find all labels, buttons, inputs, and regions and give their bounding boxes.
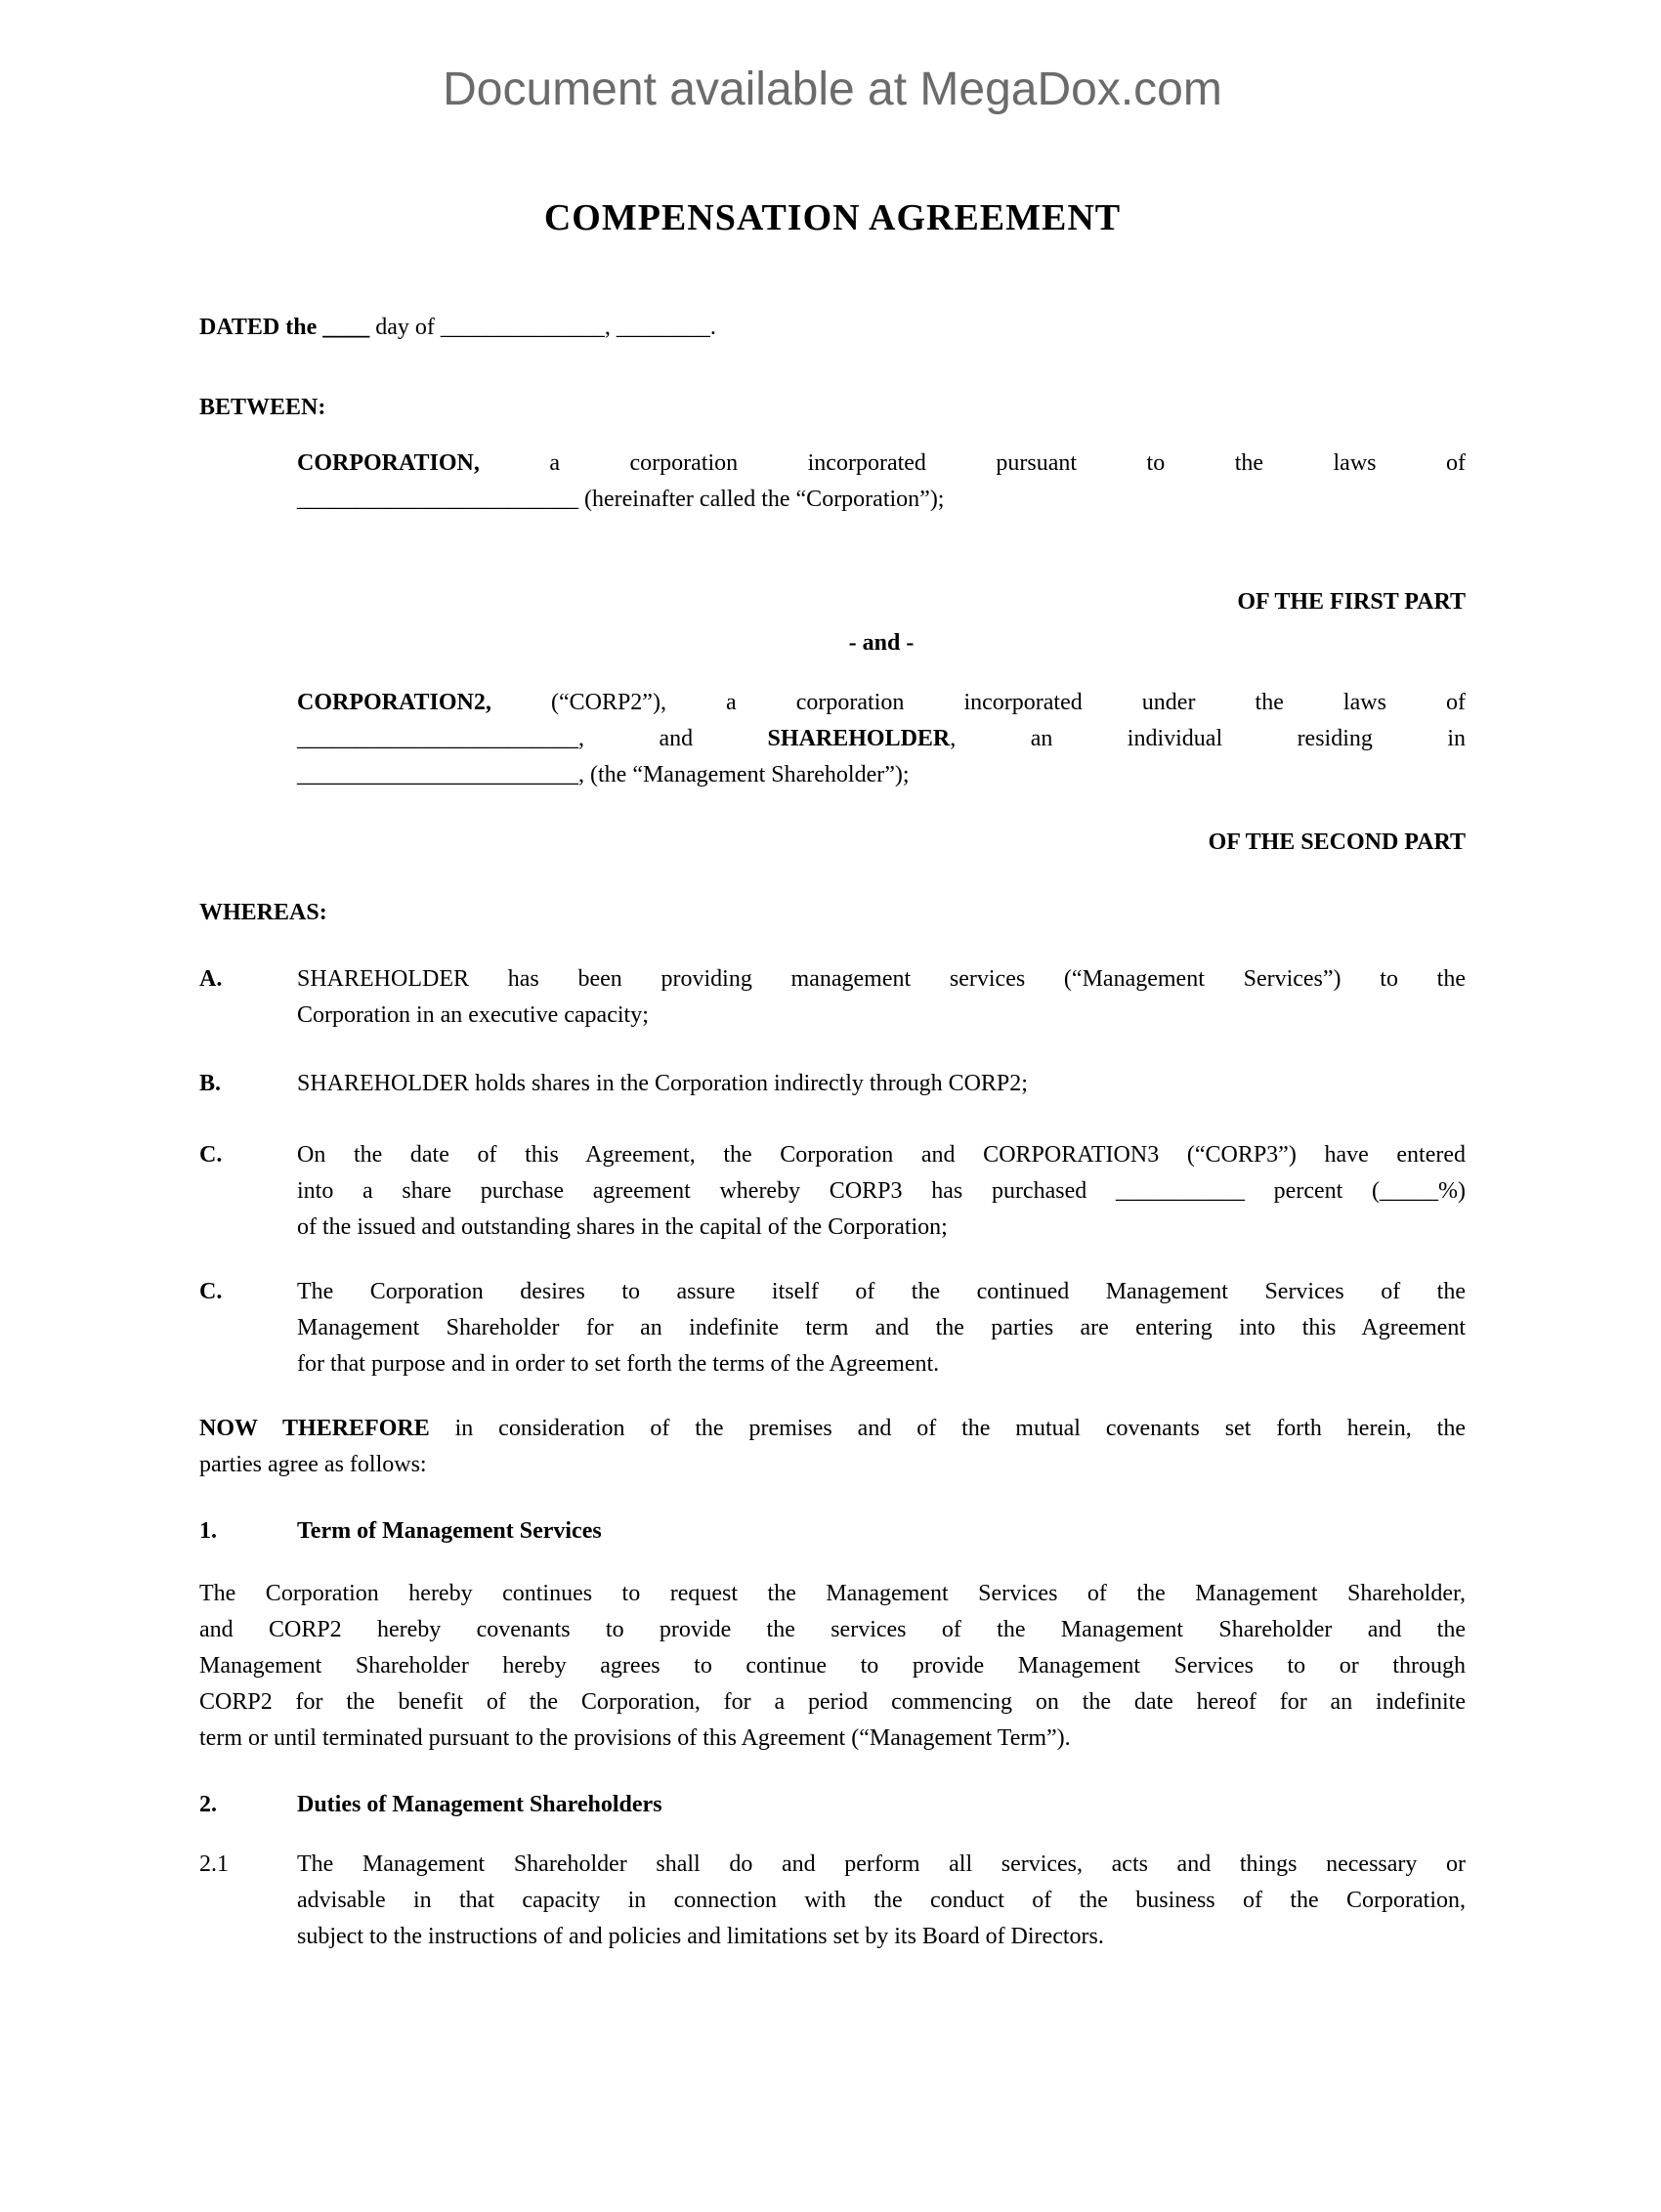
clause-2-1-line-2: advisable in that capacity in connection with the conduct of the business of the Corporation, [297,1887,1466,1913]
recital-b-line-1: SHAREHOLDER holds shares in the Corporation indirectly through CORP2; [297,1070,1028,1096]
now-therefore-line-1 [199,1411,1466,1447]
recital-c2-line-2: Management Shareholder for an indefinite term and the parties are entering into this Agreement [297,1314,1466,1340]
recital-c2-line-3: for that purpose and in order to set forth the terms of the Agreement. [297,1350,940,1377]
now-therefore-text: in consideration of the premises and of the mutual covenants set forth herein, the [429,1415,1466,1441]
dated-line [199,310,1466,346]
recital-a-text [297,961,1466,1034]
recital-a-line-1: SHAREHOLDER has been providing management services (“Management Services”) to the [297,965,1466,992]
section-1-body-line-3: Management Shareholder hereby agrees to continue to provide Management Services to or through [199,1652,1466,1679]
party1-paragraph [297,446,1466,518]
section-1-heading-row [199,1513,1466,1550]
section-1-body-line-2: and CORP2 hereby covenants to provide the services of the Management Shareholder and the [199,1616,1466,1642]
first-part-label: OF THE FIRST PART [1237,588,1466,615]
recital-c1-text [297,1137,1466,1246]
recital-c2-letter: C. [199,1278,223,1304]
recital-c2-text [297,1274,1466,1382]
recital-c1 [199,1137,1466,1246]
clause-2-1 [199,1847,1466,1955]
section-1-body-line-4: CORP2 for the benefit of the Corporation, for a period commencing on the date hereof for an indefinite [199,1688,1466,1715]
clause-2-1-line-1: The Management Shareholder shall do and perform all services, acts and things necessary or [297,1850,1466,1877]
dated-label: DATED the ____ [199,314,370,340]
party2-paragraph [297,685,1466,793]
recital-c1-line-3: of the issued and outstanding shares in the capital of the Corporation; [297,1213,948,1240]
document-page [0,63,1661,2212]
party1-line-2: ________________________ (hereinafter called the “Corporation”); [297,486,945,512]
party2-shareholder-name: SHAREHOLDER [767,725,951,751]
recital-a-line-2: Corporation in an executive capacity; [297,1001,649,1028]
now-therefore-label: NOW THEREFORE [199,1415,430,1441]
document-title: COMPENSATION AGREEMENT [543,197,1122,239]
recital-b-letter: B. [199,1070,222,1096]
section-2-number: 2. [199,1791,217,1817]
section-1-heading: Term of Management Services [297,1517,602,1544]
recital-c1-line-1: On the date of this Agreement, the Corporation and CORPORATION3 (“CORP3”) have entered [297,1141,1466,1168]
recital-c1-line-2: into a share purchase agreement whereby CORP3 has purchased ___________ percent (_____%) [297,1177,1466,1204]
watermark-text: Document available at MegaDox.com [443,64,1222,115]
recital-c2-line-1: The Corporation desires to assure itself of the continued Management Services of the [297,1278,1466,1304]
party2-blank-1: ________________________, and [297,725,768,751]
party2-text-1: (“CORP2”), a corporation incorporated under the laws of [490,689,1466,715]
second-part-label: OF THE SECOND PART [1208,829,1466,855]
party2-line-1 [297,685,1466,721]
between-label: BETWEEN: [199,394,326,420]
section-1-body-line-5: term or until terminated pursuant to the provisions of this Agreement (“Management Term”). [199,1724,1071,1751]
and-separator: - and - [848,629,915,656]
recital-b-text [297,1066,1466,1102]
section-1-body-line-1: The Corporation hereby continues to request the Management Services of the Management Shareholder, [199,1580,1466,1606]
recital-b [199,1066,1466,1102]
party1-line-1 [297,446,1466,482]
clause-2-1-text [297,1847,1466,1955]
party2-line-3: ________________________, (the “Management Shareholder”); [297,761,910,787]
clause-2-1-line-3: subject to the instructions of and policies and limitations set by its Board of Directors. [297,1923,1104,1949]
party2-line-2 [297,721,1466,757]
recital-a [199,961,1466,1034]
section-1-body [199,1576,1466,1757]
party1-name: CORPORATION, [297,449,480,476]
section-1-number: 1. [199,1517,217,1544]
party2-name: CORPORATION2, [297,689,491,715]
clause-2-1-number: 2.1 [199,1850,229,1877]
recital-c1-letter: C. [199,1141,223,1168]
now-therefore-line-2: parties agree as follows: [199,1451,427,1477]
recital-a-letter: A. [199,965,223,992]
whereas-label: WHEREAS: [199,899,327,925]
party1-text-1: a corporation incorporated pursuant to the laws of [479,449,1466,476]
recital-c2 [199,1274,1466,1382]
party2-text-2: , an individual residing in [950,725,1466,751]
section-2-heading-row [199,1787,1466,1823]
now-therefore-paragraph [199,1411,1466,1483]
dated-blanks: day of ______________, ________. [369,314,716,340]
section-2-heading: Duties of Management Shareholders [297,1791,662,1817]
